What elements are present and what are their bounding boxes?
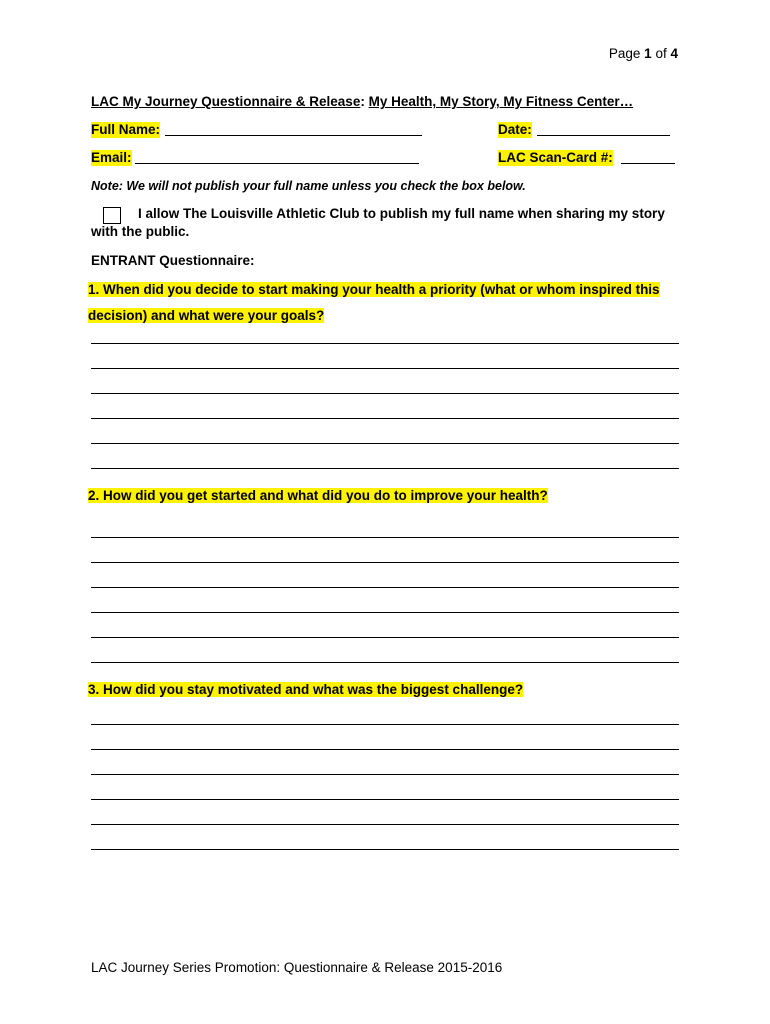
- publish-name-checkbox[interactable]: [103, 207, 121, 224]
- answer-line[interactable]: [91, 849, 679, 850]
- email-label: Email:: [91, 150, 132, 165]
- page-footer: LAC Journey Series Promotion: Questionnaire & Release 2015-2016: [91, 960, 503, 975]
- answer-line[interactable]: [91, 749, 679, 750]
- permission-text-line2: with the public.: [91, 224, 190, 239]
- answer-line[interactable]: [91, 724, 679, 725]
- question-3: [88, 677, 523, 703]
- date-label: Date:: [498, 122, 532, 137]
- page-current: 1: [644, 46, 652, 61]
- page-prefix: Page: [608, 46, 641, 61]
- answer-line[interactable]: [91, 393, 679, 394]
- answer-line[interactable]: [91, 637, 679, 638]
- answer-line[interactable]: [91, 662, 679, 663]
- answer-line[interactable]: [91, 799, 679, 800]
- full-name-label: Full Name:: [91, 122, 161, 137]
- privacy-note: Note: We will not publish your full name unless you check the box below.: [91, 179, 526, 193]
- scan-card-field[interactable]: [621, 163, 675, 164]
- date-field[interactable]: [537, 135, 670, 136]
- question-2-line1: 2. How did you get started and what did you do to improve your health?: [88, 488, 548, 503]
- title-part2: My Health, My Story, My Fitness Center…: [368, 94, 634, 109]
- question-1-line1: 1. When did you decide to start making your health a priority (what or whom inspired this: [88, 282, 660, 297]
- full-name-field[interactable]: [165, 135, 422, 136]
- title-sep: :: [360, 94, 369, 109]
- question-2: [88, 483, 548, 509]
- question-3-line1: 3. How did you stay motivated and what was the biggest challenge?: [88, 682, 524, 697]
- answer-line[interactable]: [91, 587, 679, 588]
- answer-line[interactable]: [91, 468, 679, 469]
- question-1-line2: decision) and what were your goals?: [88, 308, 325, 323]
- answer-line[interactable]: [91, 537, 679, 538]
- email-field[interactable]: [135, 163, 419, 164]
- answer-line[interactable]: [91, 774, 679, 775]
- page-number: [609, 46, 678, 61]
- answer-line[interactable]: [91, 418, 679, 419]
- page-of: of: [655, 46, 667, 61]
- scan-card-label: LAC Scan-Card #:: [498, 150, 613, 165]
- answer-line[interactable]: [91, 824, 679, 825]
- answer-line[interactable]: [91, 343, 679, 344]
- title-part1: LAC My Journey Questionnaire & Release: [91, 94, 361, 109]
- section-heading: ENTRANT Questionnaire:: [91, 253, 255, 268]
- answer-line[interactable]: [91, 368, 679, 369]
- answer-line[interactable]: [91, 443, 679, 444]
- question-1: [88, 277, 660, 329]
- answer-line[interactable]: [91, 612, 679, 613]
- form-title: [91, 94, 633, 109]
- page-total: 4: [670, 46, 678, 61]
- permission-text-line1: I allow The Louisville Athletic Club to publish my full name when sharing my story: [138, 206, 665, 221]
- answer-line[interactable]: [91, 562, 679, 563]
